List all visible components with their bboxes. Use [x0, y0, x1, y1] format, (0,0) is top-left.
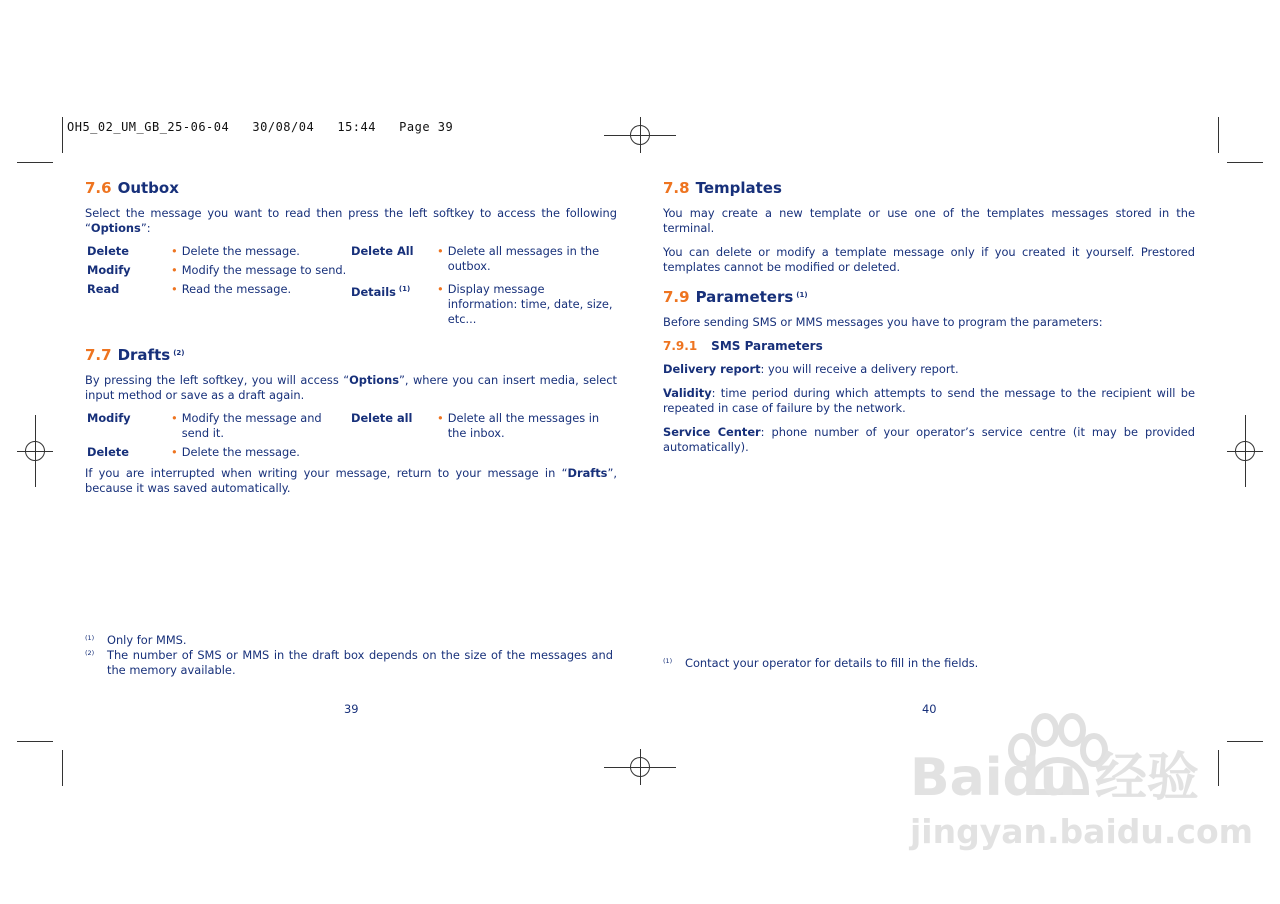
option-desc: Modify the message to send. [181, 263, 347, 277]
section-heading-drafts: 7.7 Drafts $^{(2)}$ [85, 346, 185, 364]
page-number-left: 39 [344, 702, 359, 716]
param-item: Delivery report: you will receive a delivery report. [663, 362, 959, 376]
footnote: (1) Contact your operator for details to fill in the fields. [663, 656, 979, 670]
option-term: Read [87, 282, 120, 296]
outbox-options: Delete • Delete the message. Delete All • Delete all messages in the outbox. Modify • Modify the message to send. Read • Read the message. Details $^{(1)}$ • Display message information: time, date, size, etc... [85, 244, 617, 331]
option-term: Delete [87, 445, 129, 459]
option-desc: Delete the message. [181, 445, 300, 459]
subsection-heading-sms-parameters: 7.9.1 SMS Parameters [663, 339, 823, 353]
option-desc: Display message information: time, date, size, etc... [447, 282, 613, 326]
drafts-intro: By pressing the left softkey, you will access “Options”, where you can insert media, select input method or save as a draft again. [85, 373, 617, 402]
option-term: Modify [87, 411, 131, 425]
option-desc: Delete all the messages in the inbox. [447, 411, 600, 440]
param-item: Service Center: phone number of your operator’s service centre (it may be provided automatically). [663, 425, 1195, 454]
drafts-options: Modify • Modify the message and send it. Delete all • Delete all the messages in the inbox. Delete • Delete the message. [85, 411, 617, 464]
option-term: Details $^{(1)}$ [351, 285, 411, 299]
print-slug: OH5_02_UM_GB_25-06-04 30/08/04 15:44 Page 39 [67, 120, 454, 134]
right-footnotes [663, 656, 1195, 671]
templates-p1: You may create a new template or use one of the templates messages stored in the terminal. [663, 206, 1195, 235]
drafts-outro: If you are interrupted when writing your message, return to your message in “Drafts”, because it was saved automatically. [85, 466, 617, 495]
watermark-brand: Baidu 经验 [910, 748, 1199, 808]
outbox-intro: Select the message you want to read then press the left softkey to access the following “Options”: [85, 206, 617, 235]
option-desc: Modify the message and send it. [181, 411, 322, 440]
param-item: Validity: time period during which attempts to send the message to the recipient will be repeated in case of failure by the network. [663, 386, 1195, 415]
footnote: (2) The number of SMS or MMS in the draft box depends on the size of the messages and the memory available. [85, 648, 613, 677]
right-page [663, 178, 1195, 455]
crop-mark [1227, 162, 1263, 163]
option-desc: Read the message. [181, 282, 292, 296]
page-number-right: 40 [922, 702, 937, 716]
parameters-intro: Before sending SMS or MMS messages you have to program the parameters: [663, 315, 1103, 329]
crop-mark [17, 741, 53, 742]
section-heading-templates: 7.8 Templates [663, 179, 782, 197]
watermark-url: jingyan.baidu.com [910, 812, 1254, 851]
crop-mark [1218, 117, 1219, 153]
crop-mark [62, 750, 63, 786]
section-heading-outbox: 7.6 Outbox [85, 179, 179, 197]
crop-mark [1227, 741, 1263, 742]
templates-p2: You can delete or modify a template message only if you created it yourself. Prestored templates cannot be modified or deleted. [663, 245, 1195, 274]
option-term: Modify [87, 263, 131, 277]
option-desc: Delete all messages in the outbox. [447, 244, 600, 273]
option-term: Delete All [351, 244, 414, 258]
crop-mark [62, 117, 63, 153]
footnote: (1) Only for MMS. [85, 633, 187, 647]
option-desc: Delete the message. [181, 244, 300, 258]
crop-mark [1218, 750, 1219, 786]
left-footnotes [85, 633, 613, 678]
option-term: Delete all [351, 411, 413, 425]
left-page [85, 178, 617, 496]
section-heading-parameters: 7.9 Parameters $^{(1)}$ [663, 288, 808, 306]
crop-mark [17, 162, 53, 163]
option-term: Delete [87, 244, 129, 258]
